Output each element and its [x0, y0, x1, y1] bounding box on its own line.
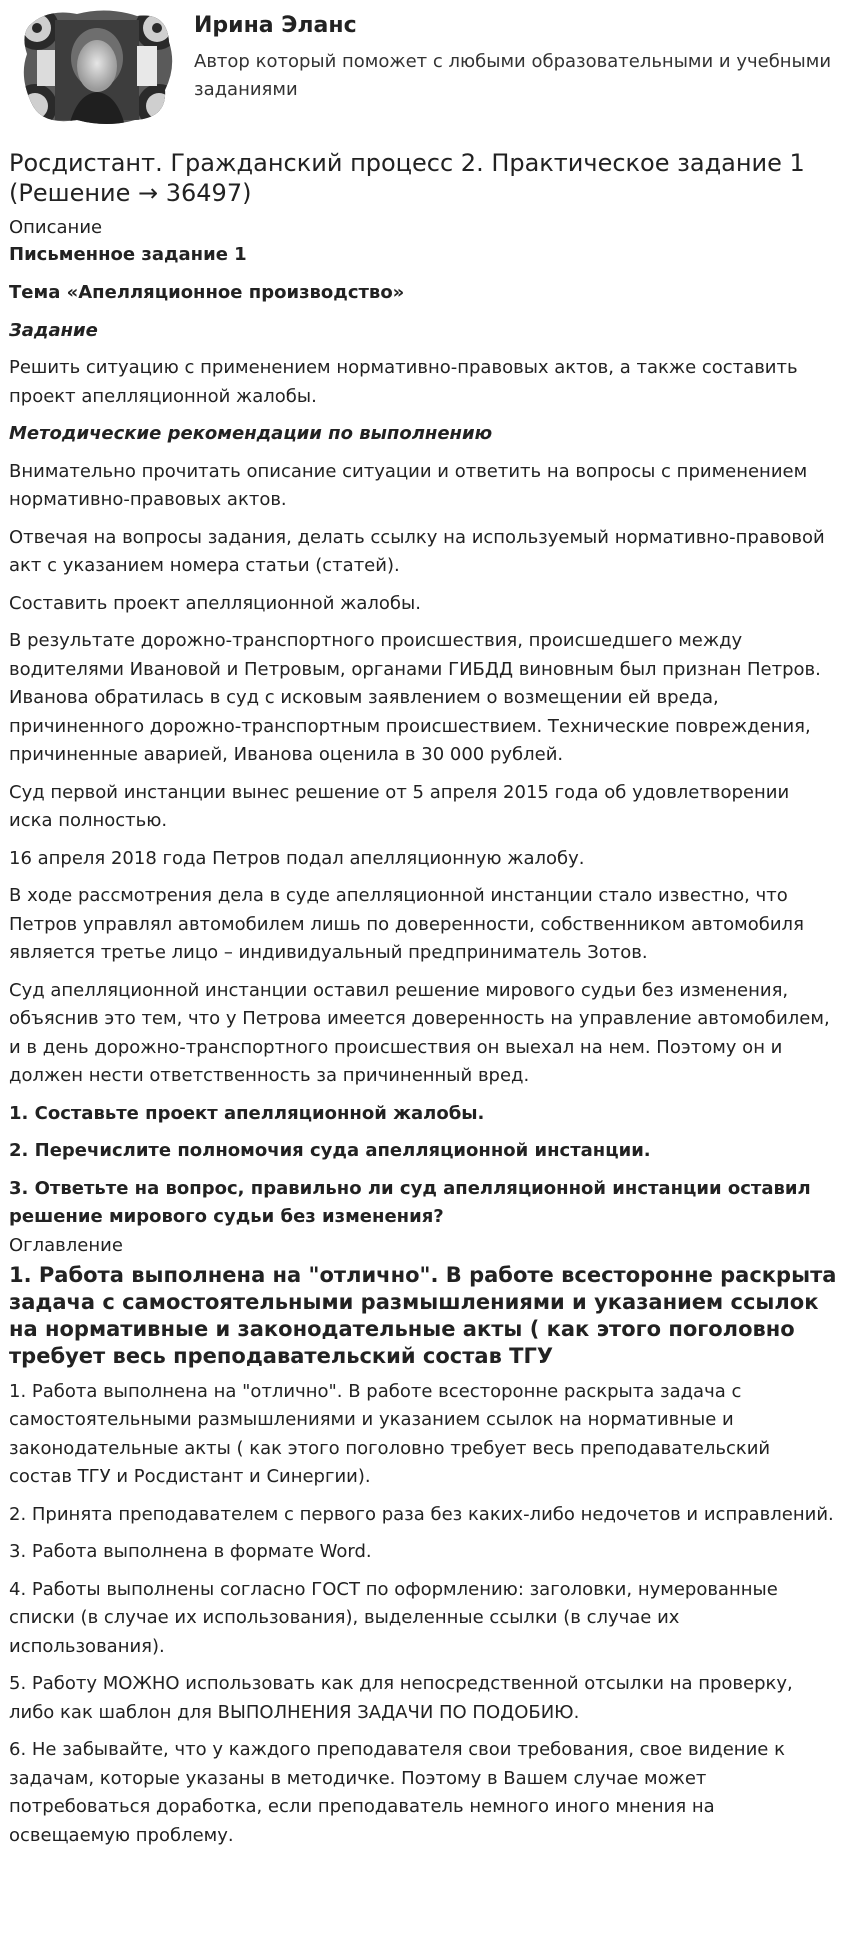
toc-heading: 1. Работа выполнена на "отлично". В работе всесторонне раскрыта задача с самостоятельными размышлениями и указанием ссылок на нормативные и законодательные акты ( как этого поголовно требует весь преподавательский состав ТГУ: [9, 1262, 837, 1368]
task-heading: Письменное задание 1: [9, 244, 247, 265]
toc-item: 2. Принята преподавателем с первого раза без каких-либо недочетов и исправлений.: [9, 1503, 834, 1525]
question-item: 1. Составьте проект апелляционной жалобы.: [9, 1102, 485, 1124]
description-label: Описание: [9, 217, 103, 238]
avatar[interactable]: [17, 6, 177, 126]
task-topic: Тема «Апелляционное производство»: [9, 282, 405, 303]
toc-label: Оглавление: [9, 1234, 123, 1256]
situation-paragraph: Суд первой инстанции вынес решение от 5 апреля 2015 года об удовлетворении иска полностью.: [9, 781, 790, 831]
question-item: 3. Ответьте на вопрос, правильно ли суд апелляционной инстанции оставил решение мирового судьи без изменения?: [9, 1177, 811, 1227]
toc-item: 5. Работу МОЖНО использовать как для непосредственной отсылки на проверку, либо как шаблон для ВЫПОЛНЕНИЯ ЗАДАЧИ ПО ПОДОБИЮ.: [9, 1673, 793, 1723]
method-paragraph: Отвечая на вопросы задания, делать ссылку на используемый нормативно-правовой акт с указанием номера статьи (статей).: [9, 526, 825, 576]
author-name[interactable]: Ирина Эланс: [194, 13, 357, 38]
toc-item: 3. Работа выполнена в формате Word.: [9, 1541, 372, 1562]
toc-item: 1. Работа выполнена на "отлично". В работе всесторонне раскрыта задача с самостоятельными размышлениями и указанием ссылок на нормативные и законодательные акты ( как этого поголовно требует весь преподавательский состав ТГУ и Росдистант и Синергии).: [9, 1380, 771, 1487]
author-info: [194, 12, 834, 104]
author-description: Автор который поможет с любыми образовательными и учебными заданиями: [194, 51, 832, 100]
assignment-text: Решить ситуацию с применением нормативно-правовых актов, а также составить проект апелляционной жалобы.: [9, 357, 798, 407]
method-paragraph: Внимательно прочитать описание ситуации и ответить на вопросы с применением нормативно-правовых актов.: [9, 460, 808, 510]
toc-item: 6. Не забывайте, что у каждого преподавателя свои требования, свое видение к задачам, которые указаны в методичке. Поэтому в Вашем случае может потребоваться доработка, если преподаватель немного иного мнения на освещаемую проблему.: [9, 1739, 785, 1846]
situation-paragraph: Суд апелляционной инстанции оставил решение мирового судьи без изменения, объяснив это тем, что у Петрова имеется доверенность на управление автомобилем, и в день дорожно-транспортного происшествия он выехал на нем. Поэтому он и должен нести ответственность за причиненный вред.: [9, 979, 830, 1086]
method-label: Методические рекомендации по выполнению: [9, 423, 493, 444]
situation-paragraph: В результате дорожно-транспортного происшествия, происшедшего между водителями Ивановой и Петровым, органами ГИБДД виновным был признан Петров. Иванова обратилась в суд с исковым заявлением о возмещении ей вреда, причиненного дорожно-транспортным происшествием. Технические повреждения, причиненные аварией, Иванова оценила в 30 000 рублей.: [9, 630, 821, 765]
toc-body: [9, 1378, 837, 1851]
situation-paragraph: В ходе рассмотрения дела в суде апелляционной инстанции стало известно, что Петров управлял автомобилем лишь по доверенности, собственником автомобиля является третье лицо – индивидуальный предприниматель Зотов.: [9, 885, 804, 963]
question-item: 2. Перечислите полномочия суда апелляционной инстанции.: [9, 1140, 651, 1161]
author-card: [9, 0, 837, 126]
description-body: [9, 240, 837, 1232]
assignment-label: Задание: [9, 319, 98, 341]
page-title: Росдистант. Гражданский процесс 2. Практическое задание 1 (Решение → 36497): [9, 149, 805, 207]
method-paragraph: Составить проект апелляционной жалобы.: [9, 592, 421, 614]
toc-item: 4. Работы выполнены согласно ГОСТ по оформлению: заголовки, нумерованные списки (в случае их использования), выделенные ссылки (в случае их использования).: [9, 1578, 778, 1657]
author-avatar-photo-icon: [17, 6, 177, 126]
situation-paragraph: 16 апреля 2018 года Петров подал апелляционную жалобу.: [9, 847, 585, 869]
